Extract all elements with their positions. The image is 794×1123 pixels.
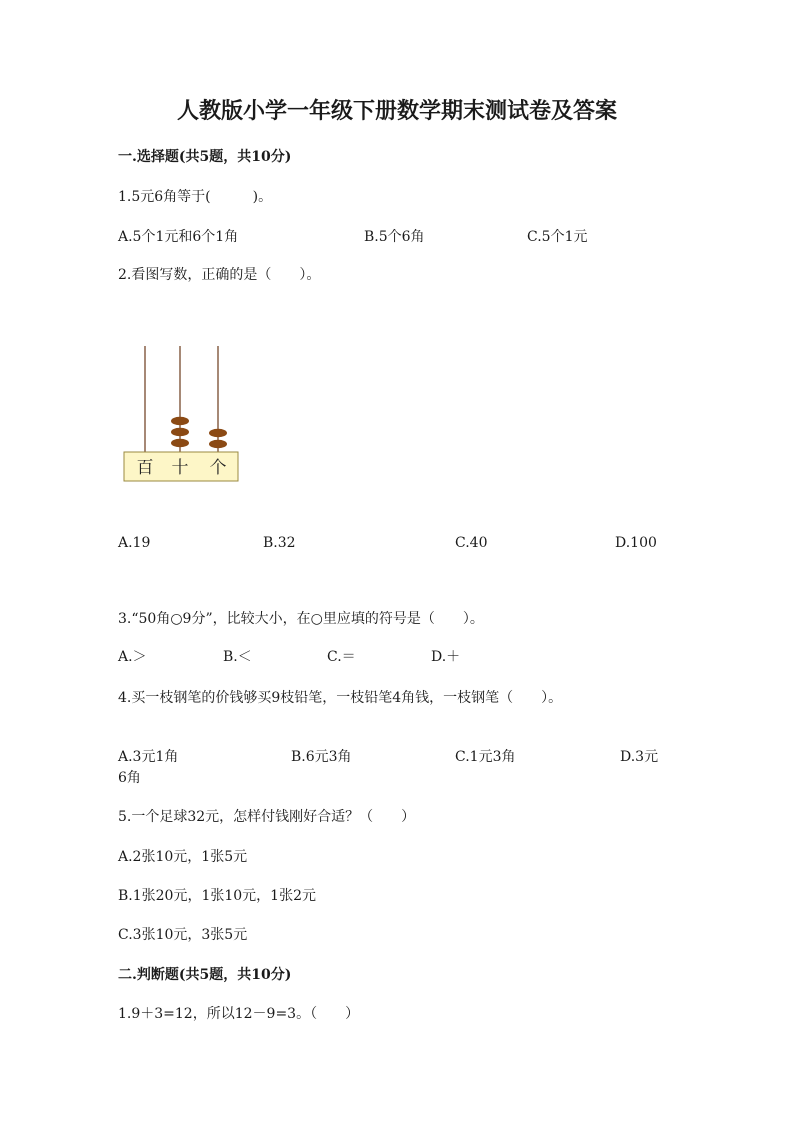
q1-option-c: C.5个1元	[527, 229, 588, 245]
judgment-question-1-stem: 1.9＋3=12，所以12－9=3。（ ）	[118, 1006, 360, 1022]
bead	[209, 440, 227, 448]
abacus-beads-tens	[171, 417, 189, 447]
q5-option-a: A.2张10元，1张5元	[118, 849, 248, 865]
page-title: 人教版小学一年级下册数学期末测试卷及答案	[176, 98, 617, 124]
abacus-figure	[118, 340, 248, 490]
section-heading-choice: 一.选择题(共5题，共10分)	[118, 149, 292, 165]
q5-option-c: C.3张10元，3张5元	[118, 927, 248, 943]
q3-option-d: D.＋	[431, 649, 461, 665]
question-3-stem: 3.“50角○9分”，比较大小，在○里应填的符号是（ ）。	[118, 611, 484, 627]
question-4-stem: 4.买一枝钢笔的价钱够买9枝铅笔，一枝铅笔4角钱，一枝钢笔（ ）。	[118, 690, 563, 706]
q4-option-b: B.6元3角	[291, 749, 352, 765]
q2-option-d: D.100	[615, 535, 657, 551]
q2-option-c: C.40	[455, 535, 488, 551]
q3-option-c: C.＝	[327, 649, 356, 665]
bead	[171, 439, 189, 447]
abacus-label-ones: 个	[209, 458, 227, 478]
q2-option-b: B.32	[263, 535, 296, 551]
q2-option-a: A.19	[118, 535, 151, 551]
q4-option-d-continuation: 6角	[118, 770, 141, 786]
q3-option-b: B.＜	[223, 649, 252, 665]
q4-option-a: A.3元1角	[118, 749, 179, 765]
question-1-stem: 1.5元6角等于( )。	[118, 189, 273, 205]
abacus-label-tens: 十	[171, 458, 189, 478]
q1-option-b: B.5个6角	[364, 229, 425, 245]
q4-option-c: C.1元3角	[455, 749, 516, 765]
bead	[171, 428, 189, 436]
q3-option-a: A.＞	[118, 649, 147, 665]
question-5-stem: 5.一个足球32元，怎样付钱刚好合适？（ ）	[118, 809, 416, 825]
q4-option-d: D.3元	[620, 749, 659, 765]
abacus-label-hundreds: 百	[136, 458, 154, 478]
bead	[171, 417, 189, 425]
q5-option-b: B.1张20元，1张10元，1张2元	[118, 888, 316, 904]
question-2-stem: 2.看图写数，正确的是（ ）。	[118, 267, 321, 283]
section-heading-judgment: 二.判断题(共5题，共10分)	[118, 967, 292, 983]
bead	[209, 429, 227, 437]
q1-option-a: A.5个1元和6个1角	[118, 229, 239, 245]
